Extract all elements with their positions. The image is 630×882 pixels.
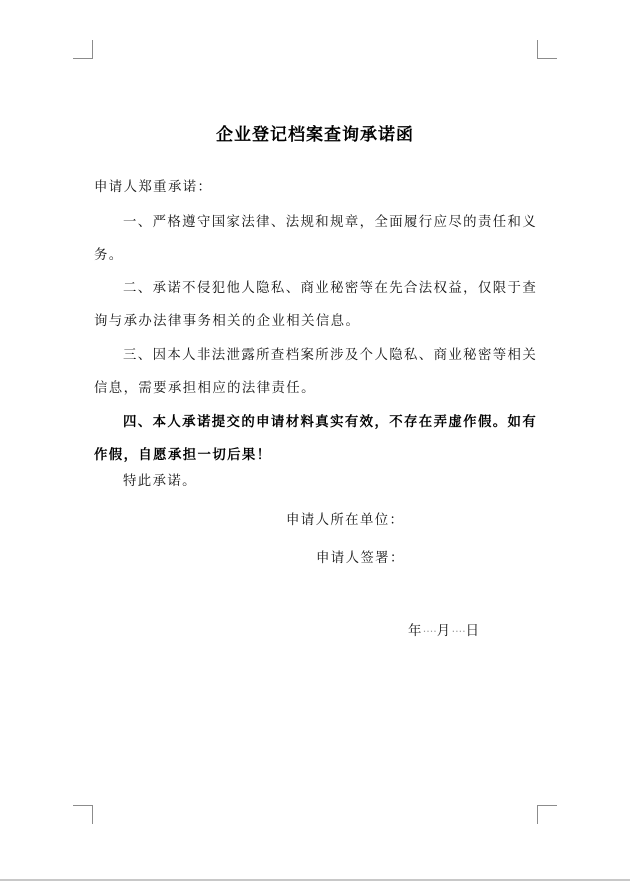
applicant-unit-label: 申请人所在单位： [286,513,405,528]
page-bottom-edge [0,879,630,881]
paragraph-1-line-2: 务。 [94,248,124,263]
paragraph-3-line-1: 三、因本人非法泄露所查档案所涉及个人隐私、商业秘密等相关 [123,348,538,363]
salutation: 申请人郑重承诺： [94,180,213,195]
date-day-label: 日 [465,624,481,639]
paragraph-4-line-2: 作假，自愿承担一切后果！ [94,447,272,463]
top-left-margin-mark [73,40,93,59]
bottom-right-margin-mark [537,805,557,824]
bottom-left-margin-mark [73,805,93,824]
paragraph-1-line-1: 一、严格遵守国家法律、法规和规章，全面履行应尽的责任和义 [123,215,538,230]
top-right-margin-mark [537,40,557,59]
paragraph-2-line-2: 询与承办法律事务相关的企业相关信息。 [94,314,361,329]
space-marks: ···· [422,625,437,638]
date-line [408,623,480,641]
date-year-label: 年 [408,624,423,639]
space-marks: ···· [451,625,466,638]
document-title: 企业登记档案查询承诺函 [216,125,414,145]
closing-statement: 特此承诺。 [123,474,197,489]
paragraph-4-line-1: 四、本人承诺提交的申请材料真实有效，不存在弄虚作假。如有 [123,414,538,430]
paragraph-2-line-1: 二、承诺不侵犯他人隐私、商业秘密等在先合法权益，仅限于查 [123,281,538,296]
date-month-label: 月 [436,624,452,639]
applicant-signature-label: 申请人签署： [316,551,405,566]
paragraph-3-line-2: 信息，需要承担相应的法律责任。 [94,381,316,396]
